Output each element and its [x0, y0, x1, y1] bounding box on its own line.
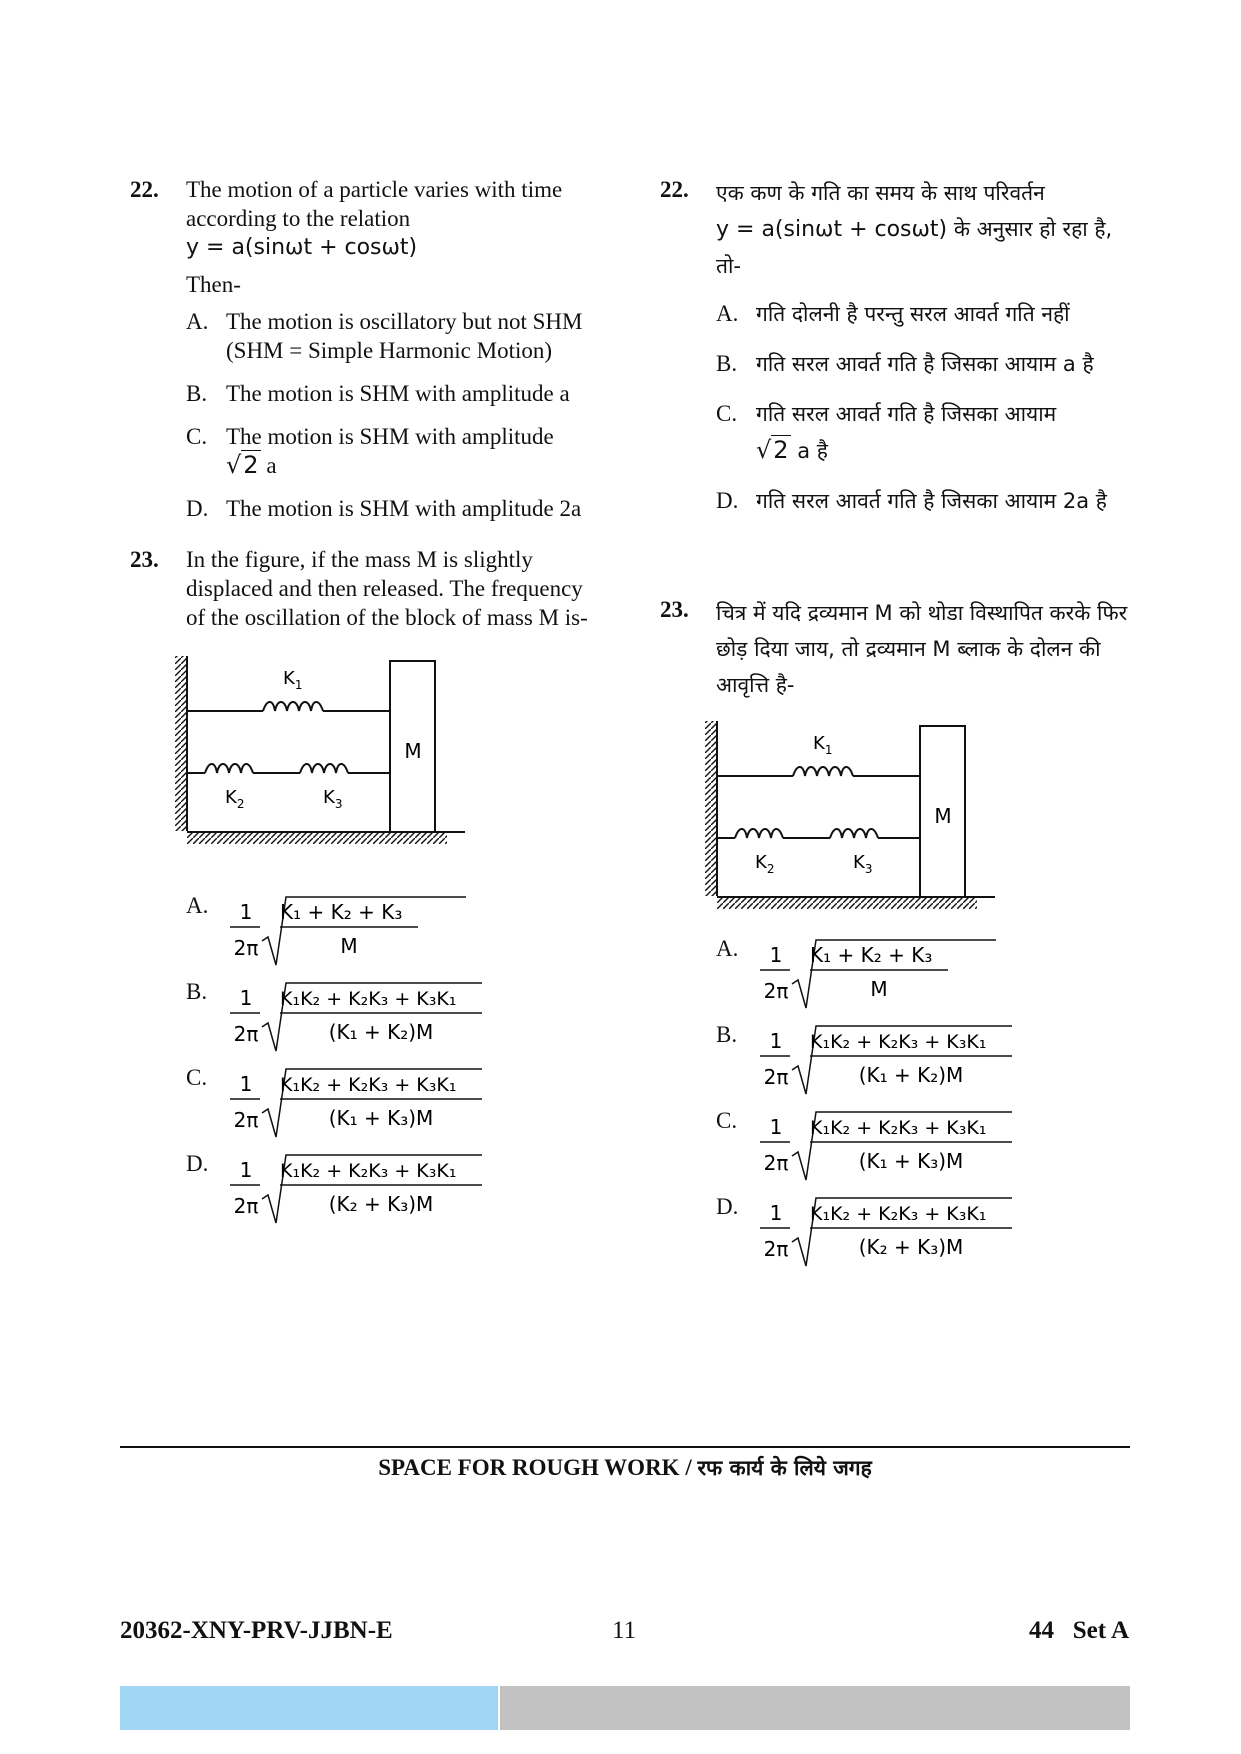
formula-a [226, 891, 486, 971]
formula-option-a[interactable] [716, 934, 1130, 1020]
svg-text:1: 1 [769, 943, 783, 967]
formula-d [756, 1192, 1016, 1272]
formula-option-d[interactable] [186, 1149, 600, 1235]
option-text: The motion is SHM with amplitude [226, 424, 554, 449]
page-number: 11 [612, 1617, 637, 1644]
option-a[interactable] [186, 307, 600, 365]
option-label: D. [716, 488, 739, 513]
k2-label: $K_2$ [755, 852, 775, 876]
k1-label: $K_1$ [283, 668, 303, 692]
svg-text:2π: 2π [233, 1194, 259, 1218]
question-23-hi [660, 595, 1130, 703]
question-number: 22. [660, 177, 689, 202]
sqrt-symbol: √2 [756, 436, 789, 464]
then-label: तो- [716, 254, 741, 278]
option-text: गति सरल आवर्त गति है जिसका आयाम 2a है [756, 489, 1107, 513]
option-label: B. [186, 381, 208, 406]
option-text: गति सरल आवर्त गति है जिसका आयाम a है [756, 352, 1094, 376]
svg-text:K₁K₂ + K₂K₃ + K₃K₁: K₁K₂ + K₂K₃ + K₃K₁ [810, 1117, 987, 1139]
formula-d [226, 1149, 486, 1229]
option-label: D. [186, 1151, 209, 1176]
formula-option-c[interactable] [716, 1106, 1130, 1192]
question-22-en [130, 175, 600, 523]
rough-work-en: SPACE FOR ROUGH WORK / [378, 1455, 692, 1480]
svg-text:2π: 2π [763, 1065, 789, 1089]
formula-options-en [130, 891, 600, 1235]
formula-options-hi [660, 934, 1130, 1278]
option-label: A. [716, 301, 739, 326]
option-label: C. [186, 1065, 208, 1090]
option-label: B. [716, 1022, 738, 1047]
rough-work-divider [120, 1446, 1130, 1448]
option-text: गति दोलनी है परन्तु सरल आवर्त गति नहीं [756, 302, 1070, 326]
formula-b [226, 977, 486, 1057]
option-d[interactable] [716, 483, 1130, 519]
mass-label: M [404, 739, 422, 763]
svg-text:M: M [870, 977, 888, 1001]
spring-mass-figure [705, 711, 1025, 921]
svg-text:2π: 2π [763, 979, 789, 1003]
option-c[interactable] [716, 396, 1130, 469]
formula-a [756, 934, 1016, 1014]
svg-text:(K₂ + K₃)M: (K₂ + K₃)M [858, 1235, 964, 1259]
svg-text:K₁K₂ + K₂K₃ + K₃K₁: K₁K₂ + K₂K₃ + K₃K₁ [280, 1074, 457, 1096]
svg-text:M: M [340, 934, 358, 958]
svg-text:1: 1 [769, 1029, 783, 1053]
formula-c [756, 1106, 1016, 1186]
svg-text:K₁K₂ + K₂K₃ + K₃K₁: K₁K₂ + K₂K₃ + K₃K₁ [280, 988, 457, 1010]
footer-bar-grey [500, 1686, 1130, 1730]
option-text: The motion is SHM with amplitude 2a [226, 496, 582, 521]
option-text: गति सरल आवर्त गति है जिसका आयाम [756, 402, 1057, 426]
formula-option-d[interactable] [716, 1192, 1130, 1278]
option-label: A. [716, 936, 739, 961]
rough-work-hi: रफ कार्य के लिये जगह [697, 1456, 872, 1480]
svg-text:1: 1 [769, 1201, 783, 1225]
k3-label: $K_3$ [853, 852, 873, 876]
option-b[interactable] [186, 379, 600, 408]
formula-b [756, 1020, 1016, 1100]
question-stem: In the figure, if the mass M is slightly displaced and then released. The frequency of the oscillation of the block of mass M is- [186, 547, 588, 630]
english-column [130, 175, 600, 1235]
question-number: 22. [130, 177, 159, 202]
option-label: C. [716, 401, 738, 426]
option-a[interactable] [716, 296, 1130, 332]
svg-text:2π: 2π [233, 1108, 259, 1132]
option-b[interactable] [716, 346, 1130, 382]
formula-option-c[interactable] [186, 1063, 600, 1149]
svg-text:K₁K₂ + K₂K₃ + K₃K₁: K₁K₂ + K₂K₃ + K₃K₁ [810, 1203, 987, 1225]
option-tail: a [266, 453, 277, 478]
option-tail: a है [797, 439, 828, 463]
paper-code: 20362-XNY-PRV-JJBN-E [120, 1617, 393, 1644]
option-label: D. [186, 496, 209, 521]
svg-text:1: 1 [239, 900, 253, 924]
option-label: C. [716, 1108, 738, 1133]
svg-text:(K₂ + K₃)M: (K₂ + K₃)M [328, 1192, 434, 1216]
equation: y = a(sinωt + cosωt) [186, 235, 418, 260]
formula-option-b[interactable] [716, 1020, 1130, 1106]
question-23-en [130, 545, 600, 632]
svg-text:K₁ + K₂ + K₃: K₁ + K₂ + K₃ [810, 943, 933, 967]
hindi-column [660, 175, 1130, 1278]
svg-text:(K₁ + K₃)M: (K₁ + K₃)M [858, 1149, 964, 1173]
question-stem: एक कण के गति का समय के साथ परिवर्तन [716, 181, 1045, 205]
option-label: B. [186, 979, 208, 1004]
rough-work-label [120, 1454, 1130, 1482]
svg-text:2π: 2π [233, 936, 259, 960]
option-label: C. [186, 424, 208, 449]
svg-text:(K₁ + K₂)M: (K₁ + K₂)M [858, 1063, 964, 1087]
svg-text:(K₁ + K₃)M: (K₁ + K₃)M [328, 1106, 434, 1130]
k2-label: $K_2$ [225, 787, 245, 811]
svg-text:2π: 2π [233, 1022, 259, 1046]
footer-bar-blue [120, 1686, 498, 1730]
option-label: A. [186, 309, 209, 334]
option-label: D. [716, 1194, 739, 1219]
svg-text:1: 1 [239, 1072, 253, 1096]
option-label: A. [186, 893, 209, 918]
svg-text:1: 1 [239, 986, 253, 1010]
then-label: Then- [186, 272, 241, 297]
svg-text:(K₁ + K₂)M: (K₁ + K₂)M [328, 1020, 434, 1044]
stem-tail: के अनुसार हो रहा है, [953, 217, 1113, 241]
question-22-hi [660, 175, 1130, 519]
svg-text:K₁K₂ + K₂K₃ + K₃K₁: K₁K₂ + K₂K₃ + K₃K₁ [810, 1031, 987, 1053]
svg-text:K₁ + K₂ + K₃: K₁ + K₂ + K₃ [280, 900, 403, 924]
question-number: 23. [660, 597, 689, 622]
svg-text:2π: 2π [763, 1237, 789, 1261]
formula-c [226, 1063, 486, 1143]
question-number: 23. [130, 547, 159, 572]
svg-text:1: 1 [769, 1115, 783, 1139]
k3-label: $K_3$ [323, 787, 343, 811]
question-stem: चित्र में यदि द्रव्यमान M को थोडा विस्थापित करके फिर छोड़ दिया जाय, तो द्रव्यमान M ब्लाक के दोलन की आवृत्ति है- [716, 601, 1128, 697]
svg-text:K₁K₂ + K₂K₃ + K₃K₁: K₁K₂ + K₂K₃ + K₃K₁ [280, 1160, 457, 1182]
svg-text:2π: 2π [763, 1151, 789, 1175]
sqrt-symbol: √2 [226, 451, 259, 479]
k1-label: $K_1$ [813, 733, 833, 757]
option-label: B. [716, 351, 738, 376]
set-label: 44 Set A [1029, 1617, 1129, 1644]
mass-label: M [934, 804, 952, 828]
option-d[interactable] [186, 494, 600, 523]
equation: y = a(sinωt + cosωt) [716, 217, 948, 242]
svg-text:1: 1 [239, 1158, 253, 1182]
formula-option-a[interactable] [186, 891, 600, 977]
option-text: The motion is oscillatory but not SHM (SHM = Simple Harmonic Motion) [226, 309, 583, 363]
option-c[interactable] [186, 422, 600, 480]
question-stem: The motion of a particle varies with time according to the relation [186, 177, 563, 231]
formula-option-b[interactable] [186, 977, 600, 1063]
option-text: The motion is SHM with amplitude a [226, 381, 570, 406]
spring-mass-figure [175, 646, 495, 856]
